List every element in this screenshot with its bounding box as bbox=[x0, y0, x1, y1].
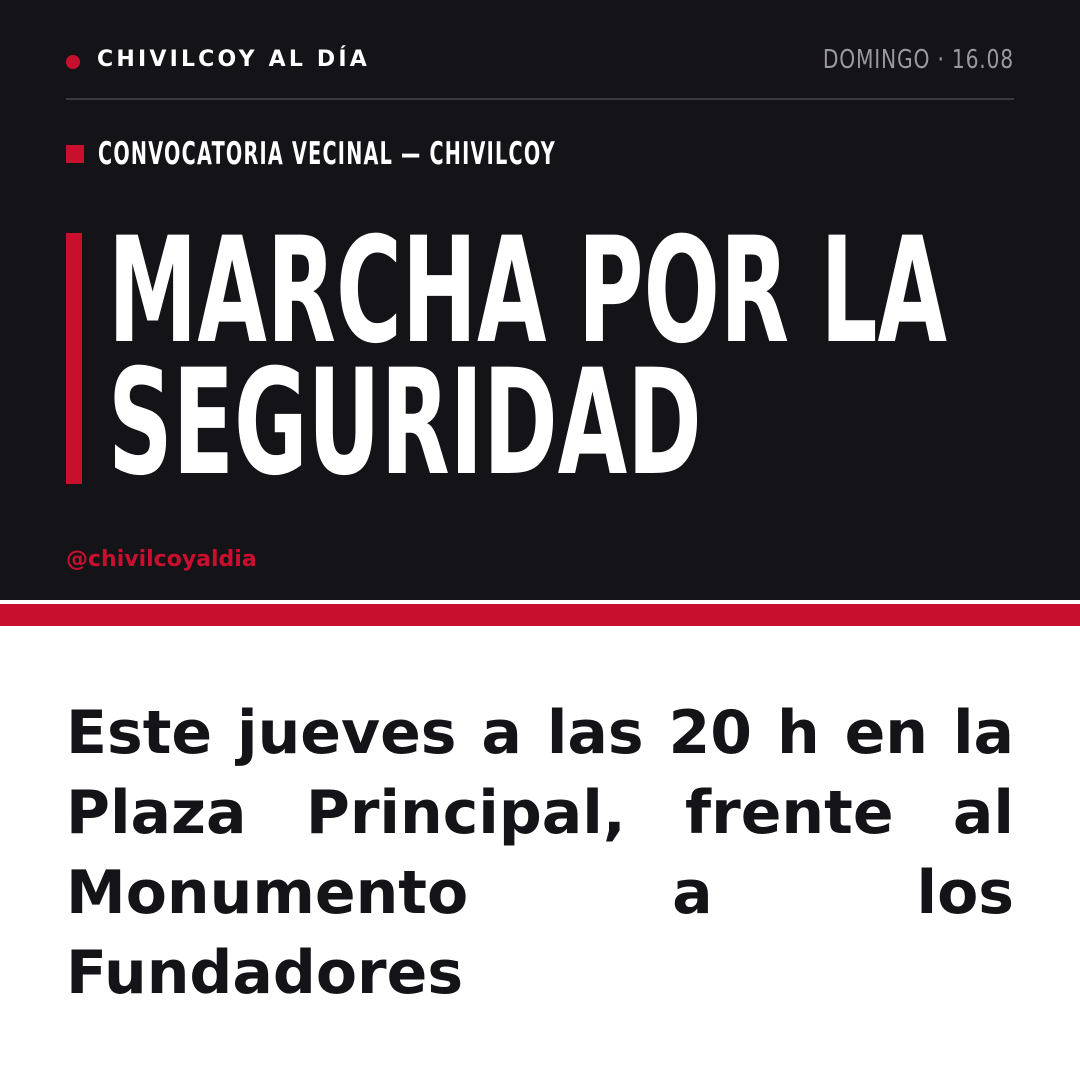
social-handle: @chivilcoyaldia bbox=[66, 547, 257, 572]
kicker-square-icon bbox=[66, 145, 84, 163]
date-label: DOMINGO · 16.08 bbox=[822, 45, 1014, 75]
headline-accent-bar bbox=[66, 233, 82, 484]
headline-line-2: SEGURIDAD bbox=[108, 338, 702, 508]
headline-line-1: MARCHA POR LA bbox=[108, 206, 948, 376]
event-details-text: Este jueves a las 20 h en la Plaza Principal, frente al Monumento a los Fundadores bbox=[66, 698, 1014, 1008]
header-divider bbox=[66, 98, 1014, 100]
brand-dot-icon bbox=[66, 55, 80, 69]
brand-name: CHIVILCOY AL DÍA bbox=[97, 47, 371, 72]
headline bbox=[108, 206, 1006, 508]
red-divider-band bbox=[0, 604, 1080, 626]
kicker-label: CONVOCATORIA VECINAL — CHIVILCOY bbox=[98, 136, 556, 172]
